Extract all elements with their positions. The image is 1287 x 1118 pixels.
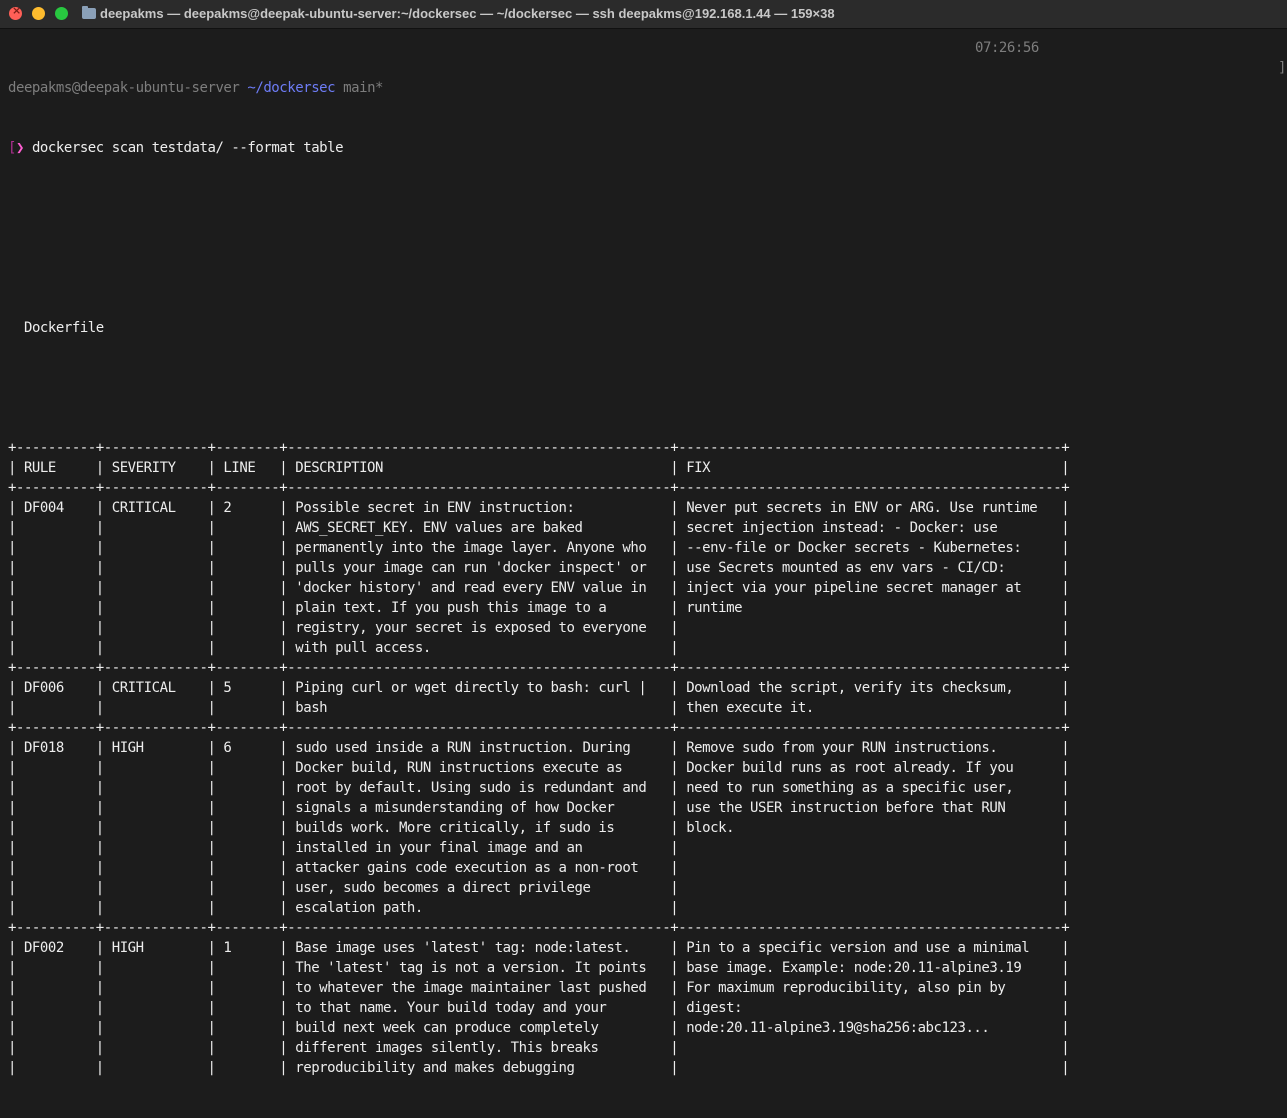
table-row-line: | | | | root by default. Using sudo is redundant and | need to run something as a specific user, |	[8, 780, 1070, 796]
table-row-line: | | | | permanently into the image layer. Anyone who | --env-file or Docker secrets - Kubernetes: |	[8, 540, 1070, 556]
right-prompt-bracket: ]	[1278, 60, 1287, 76]
terminal-output[interactable]	[8, 38, 1069, 1118]
blank-line	[8, 198, 1069, 218]
table-row-line: | | | | AWS_SECRET_KEY. ENV values are baked | secret injection instead: - Docker: use |	[8, 520, 1070, 536]
section-title-line	[8, 318, 1069, 338]
table-row-line: | | | | to whatever the image maintainer last pushed | For maximum reproducibility, also pin by |	[8, 980, 1070, 996]
table-border: +----------+-------------+--------+------------------------------------------------+------------------------------------------------+	[8, 480, 1070, 496]
table-row-line: | | | | signals a misunderstanding of how Docker | use the USER instruction before that RUN |	[8, 800, 1070, 816]
table-row-line: | | | | user, sudo becomes a direct privilege | |	[8, 880, 1070, 896]
blank-line	[8, 258, 1069, 278]
title-bar	[0, 0, 1287, 29]
current-path: ~/dockersec	[247, 80, 336, 96]
section-title: Dockerfile	[23, 320, 104, 336]
table-row-line: | | | | Docker build, RUN instructions execute as | Docker build runs as root already. If you |	[8, 760, 1070, 776]
folder-icon	[82, 8, 96, 19]
table-row-line: | | | | with pull access. | |	[8, 640, 1070, 656]
table-row-line: | | | | installed in your final image and an | |	[8, 840, 1070, 856]
minimize-window-button[interactable]	[32, 7, 45, 20]
table-header-row: | RULE | SEVERITY | LINE | DESCRIPTION | FIX |	[8, 460, 1070, 476]
table-row-line: | | | | The 'latest' tag is not a version. It points | base image. Example: node:20.11-alpine3.19 |	[8, 960, 1070, 976]
blank-line	[8, 378, 1069, 398]
table-row-line: | | | | builds work. More critically, if sudo is | block. |	[8, 820, 1070, 836]
table-row-line: | | | | different images silently. This breaks | |	[8, 1040, 1070, 1056]
table-row-line: | | | | to that name. Your build today and your | digest: |	[8, 1000, 1070, 1016]
table-row-line: | | | | build next week can produce completely | node:20.11-alpine3.19@sha256:abc123... |	[8, 1020, 1070, 1036]
table-border: +----------+-------------+--------+------------------------------------------------+------------------------------------------------+	[8, 660, 1070, 676]
close-window-button[interactable]	[9, 7, 22, 20]
table-row-line: | DF006 | CRITICAL | 5 | Piping curl or wget directly to bash: curl | | Download the script, verify its checksum, |	[8, 680, 1070, 696]
table-row-line: | | | | plain text. If you push this image to a | runtime |	[8, 600, 1070, 616]
prompt-line	[8, 78, 1069, 98]
table-row-line: | | | | registry, your secret is exposed to everyone | |	[8, 620, 1070, 636]
table-row-line: | | | | pulls your image can run 'docker inspect' or | use Secrets mounted as env vars - CI/CD: |	[8, 560, 1070, 576]
maximize-window-button[interactable]	[55, 7, 68, 20]
table-border: +----------+-------------+--------+------------------------------------------------+------------------------------------------------+	[8, 720, 1070, 736]
table-row-line: | | | | attacker gains code execution as a non-root | |	[8, 860, 1070, 876]
git-branch: main*	[343, 80, 384, 96]
left-prompt-bracket: [	[8, 140, 16, 156]
command-line	[8, 138, 1069, 158]
table-border: +----------+-------------+--------+------------------------------------------------+------------------------------------------------+	[8, 440, 1070, 456]
prompt-time: 07:26:56	[975, 40, 1039, 56]
table-row-line: | | | | bash | then execute it. |	[8, 700, 1070, 716]
table-row-line: | DF018 | HIGH | 6 | sudo used inside a RUN instruction. During | Remove sudo from your RUN instructions. |	[8, 740, 1070, 756]
table-row-line: | | | | escalation path. | |	[8, 900, 1070, 916]
user-host: deepakms@deepak-ubuntu-server	[8, 80, 240, 96]
window-title: deepakms — deepakms@deepak-ubuntu-server:~/dockersec — ~/dockersec — ssh deepakms@192.168.1.44 — 159×38	[100, 6, 835, 21]
table-row-line: | | | | reproducibility and makes debugging | |	[8, 1060, 1070, 1076]
findings-table	[8, 438, 1069, 1078]
table-border: +----------+-------------+--------+------------------------------------------------+------------------------------------------------+	[8, 920, 1070, 936]
table-row-line: | | | | 'docker history' and read every ENV value in | inject via your pipeline secret manager at |	[8, 580, 1070, 596]
command-text: dockersec scan testdata/ --format table	[31, 140, 344, 156]
table-row-line: | DF002 | HIGH | 1 | Base image uses 'latest' tag: node:latest. | Pin to a specific version and use a minimal |	[8, 940, 1070, 956]
table-row-line: | DF004 | CRITICAL | 2 | Possible secret in ENV instruction: | Never put secrets in ENV or ARG. Use runtime |	[8, 500, 1070, 516]
prompt-caret-icon: ❯	[15, 140, 24, 156]
